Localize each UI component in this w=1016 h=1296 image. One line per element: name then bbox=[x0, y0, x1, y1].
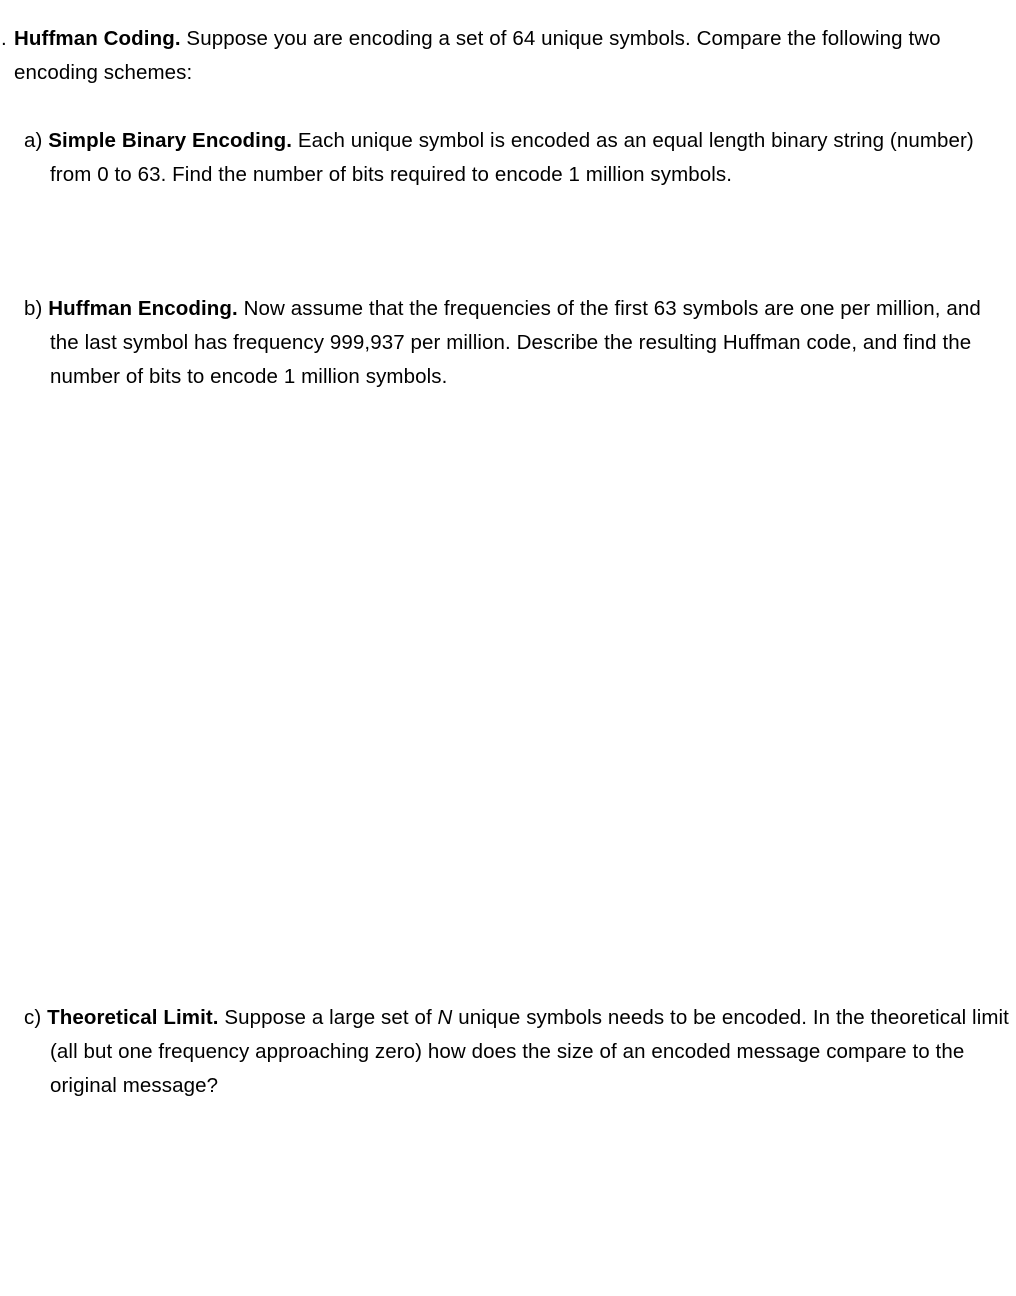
problem-intro bbox=[1, 22, 974, 90]
part-c-label: c) bbox=[24, 1006, 42, 1029]
part-c-text-after: unique symbols needs to be encoded. In the theoretical limit (all but one frequency approaching zero) how does the size of an encoded message compare to the original message? bbox=[50, 1006, 1009, 1097]
part-b bbox=[24, 292, 1010, 394]
part-a-title: Simple Binary Encoding. bbox=[48, 129, 293, 152]
part-c-text-before: Suppose a large set of bbox=[224, 1006, 432, 1029]
part-c-variable: N bbox=[437, 1006, 453, 1029]
problem-intro-text: Suppose you are encoding a set of 64 unique symbols. Compare the following two encoding schemes: bbox=[14, 27, 941, 84]
problem-title: Huffman Coding. bbox=[14, 27, 181, 50]
part-a-label: a) bbox=[24, 129, 43, 152]
part-b-label: b) bbox=[24, 297, 43, 320]
part-a bbox=[24, 124, 1010, 192]
part-c bbox=[24, 1001, 1010, 1103]
problem-number-fragment: . bbox=[1, 27, 7, 50]
part-a-text: Each unique symbol is encoded as an equal length binary string (number) from 0 to 63. Find the number of bits required to encode 1 million symbols. bbox=[50, 129, 974, 186]
part-b-title: Huffman Encoding. bbox=[48, 297, 238, 320]
part-b-text: Now assume that the frequencies of the first 63 symbols are one per million, and the last symbol has frequency 999,937 per million. Describe the resulting Huffman code, and find the number of bits to encode 1 million symbols. bbox=[50, 297, 981, 388]
part-c-title: Theoretical Limit. bbox=[47, 1006, 219, 1029]
